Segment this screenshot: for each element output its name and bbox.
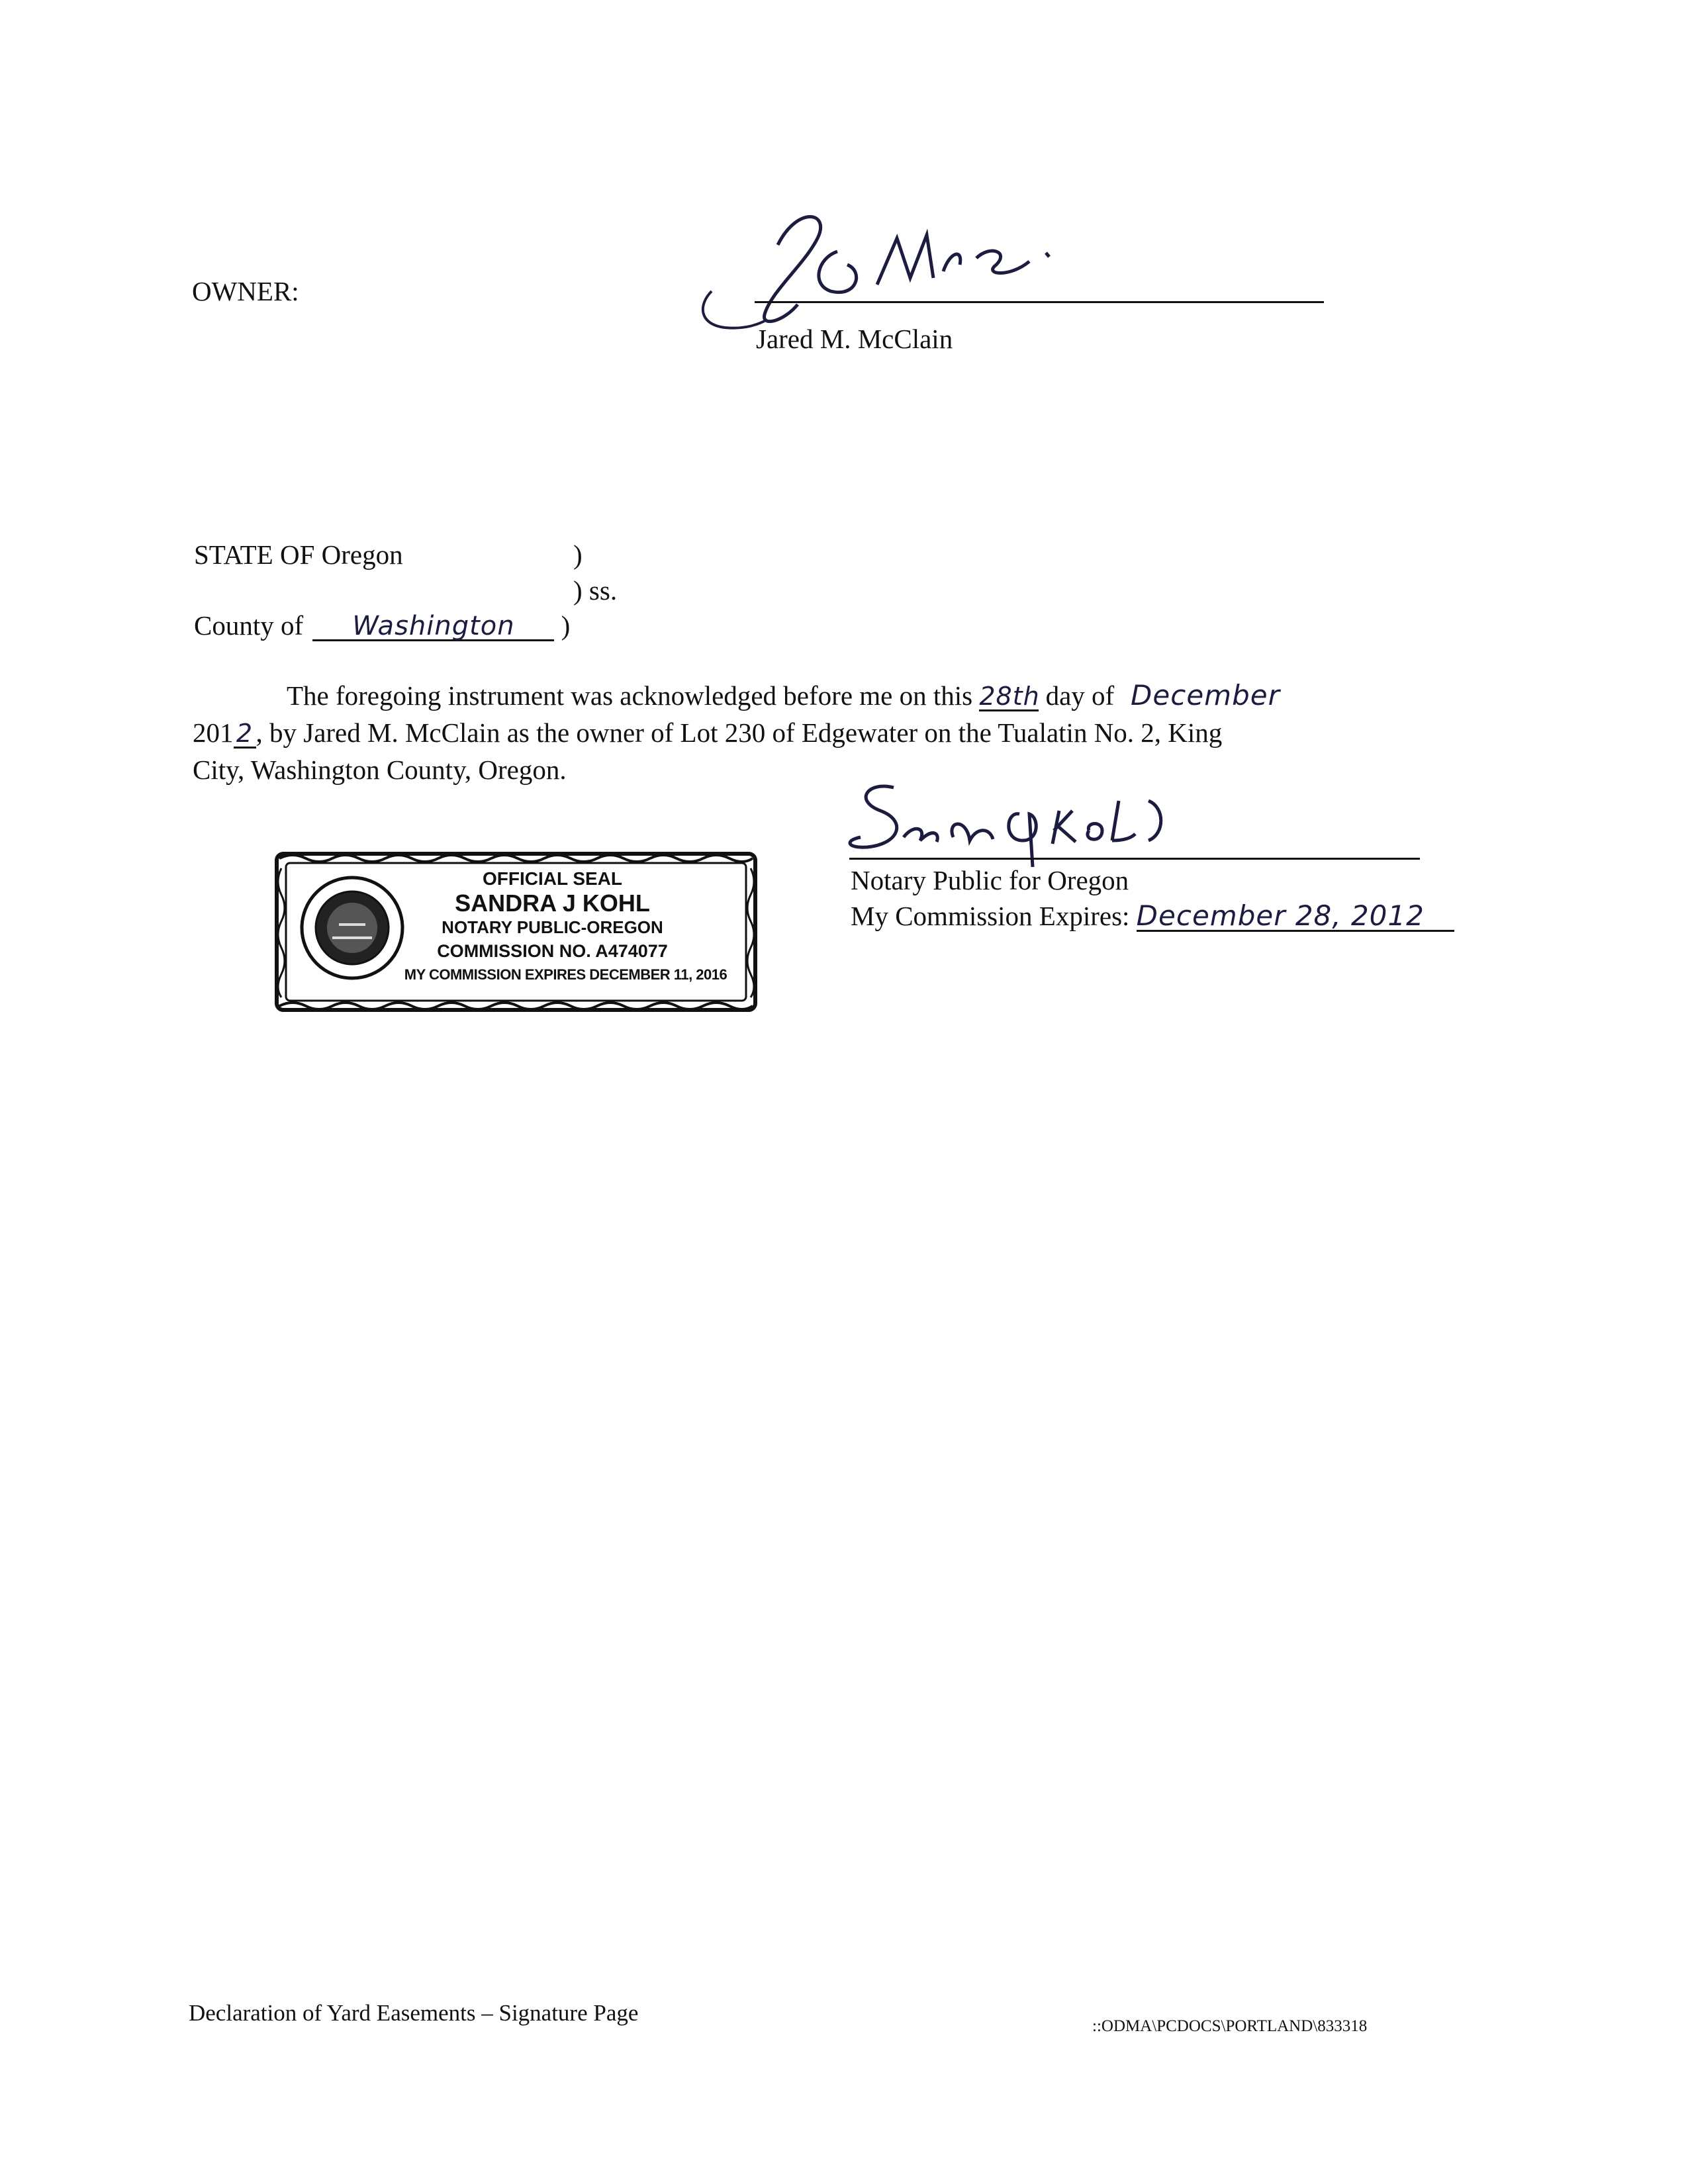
seal-line-2: SANDRA J KOHL: [455, 889, 650, 917]
year-prefix: 201: [193, 717, 234, 748]
acknowledgment-line-2: [193, 719, 1222, 749]
seal-line-3: NOTARY PUBLIC-OREGON: [442, 917, 663, 937]
state-line: STATE OF Oregon: [194, 539, 403, 570]
owner-label: OWNER:: [192, 276, 299, 306]
notary-signature-line: [849, 858, 1420, 860]
day-field: [979, 682, 1039, 711]
month-value: December: [1131, 679, 1280, 711]
county-line: [194, 612, 570, 641]
county-label: County of: [194, 610, 304, 641]
seal-line-5: MY COMMISSION EXPIRES DECEMBER 11, 2016: [404, 966, 727, 983]
county-value: Washington: [352, 611, 515, 641]
ack-day-of: day of: [1045, 680, 1115, 711]
acknowledgment-line-1: [287, 679, 1289, 711]
footer-left: Declaration of Yard Easements – Signature Page: [189, 2000, 639, 2026]
commission-label: My Commission Expires:: [851, 901, 1130, 931]
day-value: 28th: [979, 682, 1040, 711]
year-field: [234, 719, 256, 749]
owner-signature-line: [755, 301, 1324, 303]
owner-name: Jared M. McClain: [756, 324, 953, 354]
seal-line-4: COMMISSION NO. A474077: [437, 941, 668, 961]
commission-value: December 28, 2012: [1136, 899, 1425, 932]
year-digit: 2: [236, 719, 254, 748]
commission-line: [851, 899, 1454, 932]
county-field: [312, 612, 554, 641]
seal-line-1: OFFICIAL SEAL: [482, 868, 623, 889]
owner-signature: [698, 192, 1076, 344]
venue-ss: ) ss.: [573, 575, 618, 606]
notary-title: Notary Public for Oregon: [851, 865, 1129, 895]
venue-paren-1: ): [573, 539, 583, 570]
ack-line1-text: The foregoing instrument was acknowledged before me on this: [287, 680, 973, 711]
acknowledgment-line-3: City, Washington County, Oregon.: [193, 754, 567, 785]
footer-right: ::ODMA\PCDOCS\PORTLAND\833318: [1092, 2017, 1368, 2035]
venue-paren-3: ): [561, 610, 571, 641]
official-seal-stamp: [273, 848, 759, 1015]
notary-signature: [841, 774, 1185, 867]
month-field: [1121, 679, 1289, 711]
commission-field: [1136, 899, 1454, 932]
ack-line2-text: , by Jared M. McClain as the owner of Lot 230 of Edgewater on the Tualatin No. 2, King: [256, 717, 1223, 748]
